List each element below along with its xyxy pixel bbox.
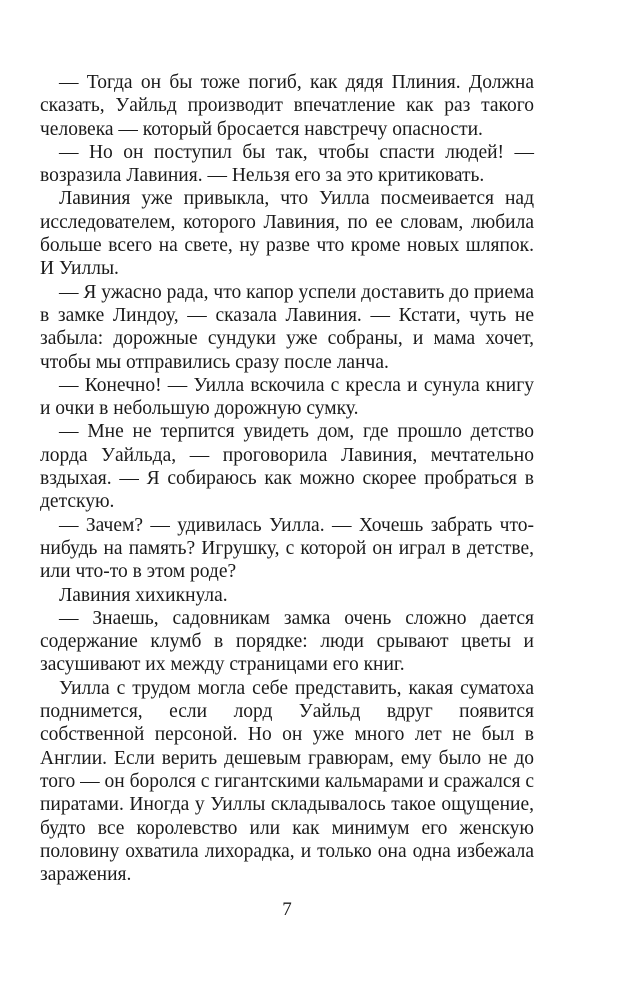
- paragraph-7: — Зачем? — удивилась Уилла. — Хочешь забрать что-нибудь на память? Игрушку, с которой он играл в детстве, или что-то в этом роде?: [40, 514, 534, 583]
- paragraph-10: Уилла с трудом могла себе представить, какая суматоха поднимется, если лорд Уайльд вдруг появится собственной персоной. Но он уже много лет не был в Англии. Если верить дешевым гравюрам, ему было не до того — он боролся с гигантскими кальмарами и сражался с пиратами. Иногда у Уиллы складывалось такое ощущение, будто все королевство или как минимум его женскую половину охватила лихорадка, и только она одна избежала заражения.: [40, 677, 534, 886]
- paragraph-5: — Конечно! — Уилла вскочила с кресла и сунула книгу и очки в небольшую дорожную сумку.: [40, 374, 534, 420]
- paragraph-3: Лавиния уже привыкла, что Уилла посмеивается над исследователем, которого Лавиния, по ее словам, любила больше всего на свете, ну разве что кроме новых шляпок. И Уиллы.: [40, 188, 534, 280]
- paragraph-2: — Но он поступил бы так, чтобы спасти людей! — возразила Лавиния. — Нельзя его за это критиковать.: [40, 141, 534, 187]
- paragraph-9: — Знаешь, садовникам замка очень сложно дается содержание клумб в порядке: люди срывают цветы и засушивают их между страницами его книг.: [40, 607, 534, 676]
- paragraph-8: Лавиния хихикнула.: [59, 584, 228, 606]
- paragraph-6: — Мне не терпится увидеть дом, где прошло детство лорда Уайльда, — проговорила Лавиния, мечтательно вздыхая. — Я собираюсь как можно скорее пробраться в детскую.: [40, 421, 534, 513]
- page-number: 7: [282, 899, 292, 920]
- page-text: [40, 71, 534, 886]
- paragraph-4: — Я ужасно рада, что капор успели доставить до приема в замке Линдоу, — сказала Лавиния. — Кстати, чуть не забыла: дорожные сундуки уже собраны, и мама хочет, чтобы мы отправились сразу после ланча.: [40, 281, 534, 373]
- paragraph-1: — Тогда он бы тоже погиб, как дядя Плиния. Должна сказать, Уайльд производит впечатление как раз такого человека — который бросается навстречу опасности.: [40, 72, 534, 140]
